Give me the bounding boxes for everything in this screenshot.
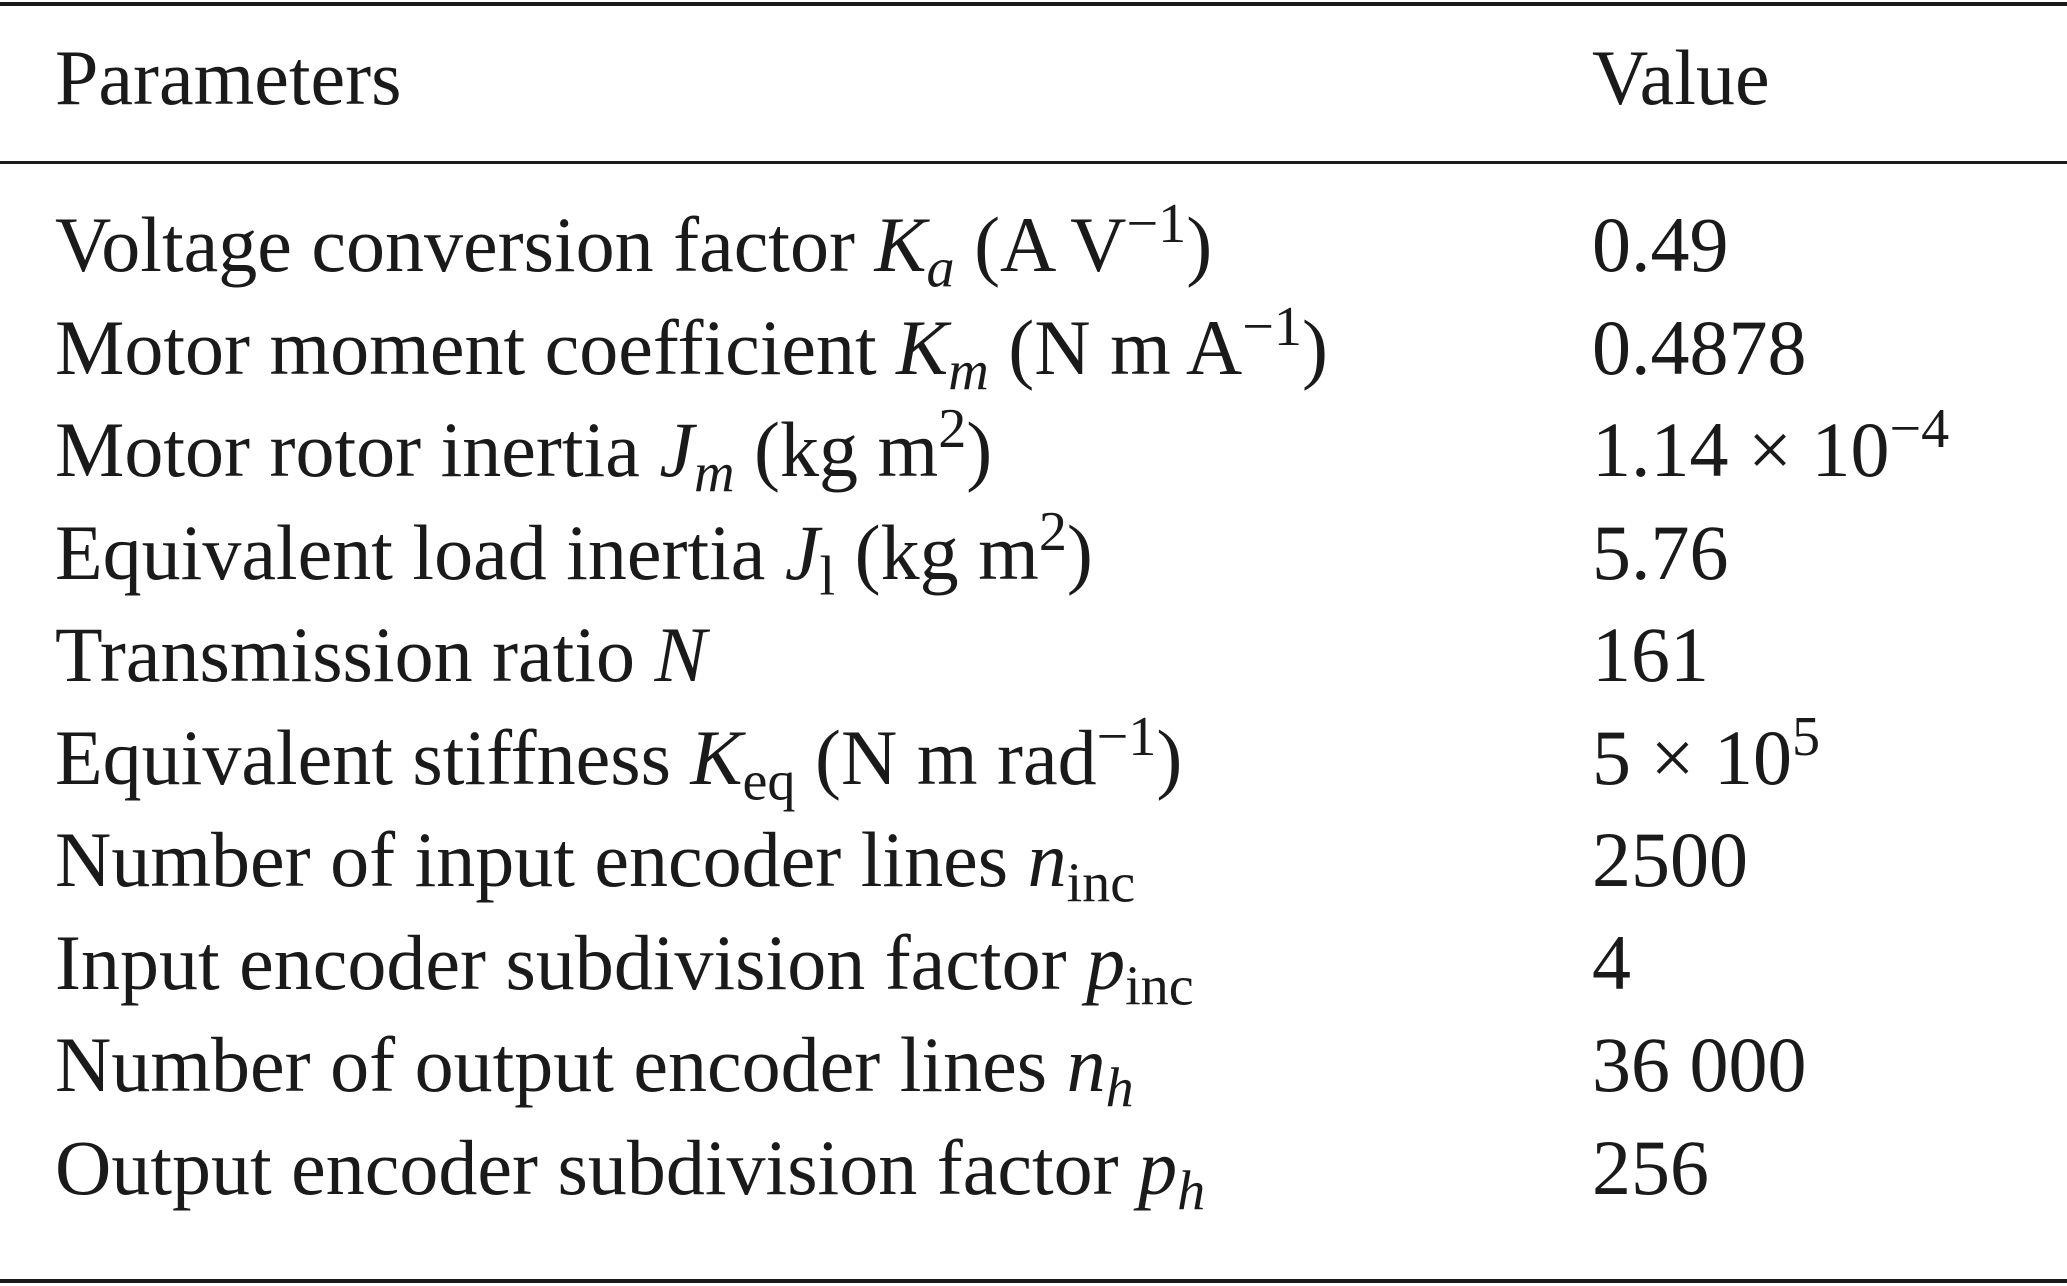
value-cell (1592, 397, 1950, 495)
value-cell (1592, 815, 1748, 905)
parameter-label: Equivalent load inertia (55, 508, 766, 596)
value-cell (1592, 1020, 1807, 1110)
header-value: Value (1592, 34, 1770, 121)
value-text: 161 (1592, 611, 1709, 698)
unit-close: ) (1186, 201, 1213, 288)
value-cell (1592, 508, 1729, 598)
table-row (0, 1123, 2067, 1226)
parameter-label: Motor rotor inertia (55, 406, 640, 493)
table-bottom-rule (0, 1279, 2067, 1283)
value-cell (1592, 200, 1729, 290)
parameter-label: Voltage conversion factor (55, 201, 855, 288)
value-text: 0.4878 (1592, 303, 1807, 391)
unit-close: ) (1302, 303, 1328, 391)
parameter-label: Equivalent stiffness (55, 713, 671, 801)
unit-exponent: −1 (1096, 705, 1157, 768)
symbol-subscript: l (819, 545, 836, 608)
unit-close: ) (1156, 713, 1183, 801)
value-text: 5.76 (1592, 508, 1729, 596)
unit-exponent: −1 (1242, 295, 1303, 358)
parameter-symbol: K (896, 303, 949, 391)
table-row (0, 815, 2067, 918)
table-header-rule (0, 161, 2067, 164)
table-row (0, 295, 2067, 406)
header-parameters: Parameters (55, 34, 402, 121)
table-row (0, 397, 2067, 508)
parameter-label: Transmission ratio (55, 611, 636, 698)
symbol-subscript: a (926, 237, 955, 300)
parameter-cell (55, 705, 1183, 813)
value-cell (1592, 918, 1631, 1008)
parameter-cell (55, 397, 993, 505)
value-text: 256 (1592, 1123, 1709, 1211)
unit-exponent: 2 (1038, 500, 1067, 563)
unit-text: (kg m (734, 406, 939, 493)
parameter-symbol: K (874, 201, 927, 288)
parameter-cell (55, 918, 1194, 1018)
value-exponent: −4 (1889, 397, 1950, 460)
unit-exponent: 2 (938, 397, 967, 460)
unit-text: (N m A (988, 303, 1243, 391)
value-cell (1592, 1123, 1709, 1213)
symbol-subscript: h (1177, 1160, 1206, 1223)
table-row (0, 192, 2067, 303)
parameter-symbol: p (1086, 918, 1126, 1006)
parameter-cell (55, 1020, 1134, 1120)
parameter-label: Motor moment coefficient (55, 303, 877, 391)
unit-close: ) (1066, 508, 1093, 596)
table-row (0, 500, 2067, 611)
table-body (0, 192, 2067, 1225)
unit-text: (kg m (835, 508, 1039, 596)
value-exponent: 5 (1792, 705, 1821, 768)
value-cell (1592, 705, 1821, 803)
value-text: 4 (1592, 918, 1631, 1006)
parameter-cell (55, 192, 1213, 300)
value-text: 0.49 (1592, 201, 1729, 288)
value-text: 36 000 (1592, 1021, 1807, 1108)
table-top-rule (0, 2, 2067, 6)
table-row (0, 705, 2067, 816)
parameter-cell (55, 610, 707, 700)
parameter-symbol: n (1066, 1021, 1106, 1108)
symbol-subscript: eq (742, 750, 796, 813)
table-row (0, 918, 2067, 1021)
parameter-symbol: N (654, 611, 707, 698)
unit-exponent: −1 (1126, 192, 1187, 255)
symbol-subscript: m (693, 442, 735, 505)
symbol-subscript: m (948, 340, 989, 403)
value-cell (1592, 303, 1807, 393)
table-row (0, 1020, 2067, 1123)
parameter-label: Output encoder subdivision factor (55, 1123, 1119, 1211)
value-text: 2500 (1592, 816, 1748, 903)
symbol-subscript: inc (1066, 852, 1136, 915)
parameter-symbol: K (690, 713, 743, 801)
parameter-symbol: n (1027, 816, 1067, 903)
parameter-cell (55, 500, 1093, 608)
symbol-subscript: inc (1125, 955, 1194, 1018)
parameter-label: Input encoder subdivision factor (55, 918, 1067, 1006)
parameter-label: Number of input encoder lines (55, 816, 1009, 903)
symbol-subscript: h (1105, 1057, 1134, 1120)
value-text: 5 × 10 (1592, 713, 1792, 801)
parameter-cell (55, 815, 1136, 915)
table-row (0, 610, 2067, 713)
value-cell (1592, 610, 1709, 700)
parameter-symbol: J (784, 508, 820, 596)
parameter-cell (55, 1123, 1206, 1223)
unit-close: ) (966, 406, 993, 493)
unit-text: (N m rad (795, 713, 1097, 801)
parameter-symbol: J (659, 406, 694, 493)
parameter-cell (55, 295, 1328, 403)
parameter-symbol: p (1138, 1123, 1178, 1211)
value-text: 1.14 × 10 (1592, 406, 1890, 493)
parameter-label: Number of output encoder lines (55, 1021, 1048, 1108)
unit-text: (A V (954, 201, 1127, 288)
